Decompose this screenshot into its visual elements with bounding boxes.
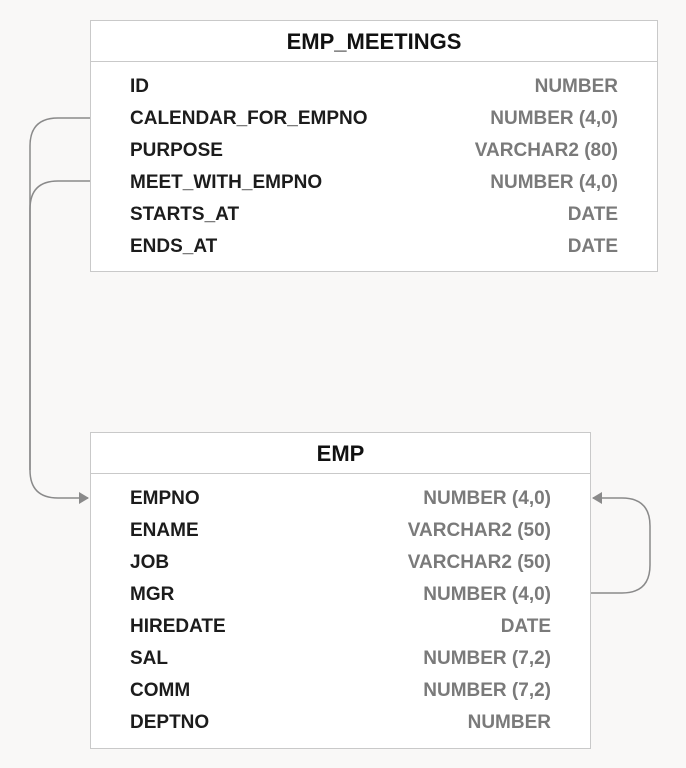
column-type: NUMBER (467, 712, 551, 733)
column-row[interactable] (91, 578, 590, 610)
column-name: PURPOSE (130, 140, 223, 161)
column-row[interactable] (91, 482, 590, 514)
column-type: DATE (567, 204, 618, 225)
column-row[interactable] (91, 166, 657, 198)
column-row[interactable] (91, 546, 590, 578)
column-type: DATE (567, 236, 618, 257)
column-type: NUMBER (7,2) (423, 680, 551, 701)
column-name: MEET_WITH_EMPNO (130, 172, 323, 193)
column-row[interactable] (91, 674, 590, 706)
fk-calendar-for-empno-to-empno (30, 118, 90, 498)
column-row[interactable] (91, 102, 657, 134)
column-row[interactable] (91, 70, 657, 102)
column-type: DATE (500, 616, 551, 637)
column-type: NUMBER (534, 76, 618, 97)
column-name: DEPTNO (130, 712, 210, 733)
column-row[interactable] (91, 134, 657, 166)
column-row[interactable] (91, 230, 657, 262)
column-name: SAL (130, 648, 168, 669)
column-type: NUMBER (7,2) (423, 648, 551, 669)
column-name: STARTS_AT (130, 204, 240, 225)
column-name: MGR (130, 584, 175, 605)
table-title-emp: EMP (91, 433, 590, 474)
column-row[interactable] (91, 642, 590, 674)
column-type: NUMBER (4,0) (423, 488, 551, 509)
column-name: EMPNO (130, 488, 200, 509)
column-type: VARCHAR2 (50) (407, 520, 551, 541)
column-type: NUMBER (4,0) (490, 108, 618, 129)
column-row[interactable] (91, 706, 590, 738)
column-type: NUMBER (4,0) (490, 172, 618, 193)
column-type: VARCHAR2 (80) (474, 140, 618, 161)
column-name: COMM (130, 680, 191, 701)
column-name: HIREDATE (130, 616, 226, 637)
column-name: JOB (130, 552, 170, 573)
table-emp-meetings[interactable] (90, 20, 658, 272)
column-row[interactable] (91, 514, 590, 546)
fk-meet-with-empno-to-empno (30, 181, 90, 470)
table-emp[interactable] (90, 432, 591, 749)
column-name: ENAME (130, 520, 199, 541)
column-name: CALENDAR_FOR_EMPNO (130, 108, 368, 129)
column-name: ENDS_AT (130, 236, 218, 257)
fk-mgr-to-empno (591, 498, 650, 593)
column-type: NUMBER (4,0) (423, 584, 551, 605)
column-type: VARCHAR2 (50) (407, 552, 551, 573)
column-row[interactable] (91, 610, 590, 642)
column-row[interactable] (91, 198, 657, 230)
table-title-emp-meetings: EMP_MEETINGS (91, 21, 657, 62)
column-name: ID (130, 76, 149, 97)
